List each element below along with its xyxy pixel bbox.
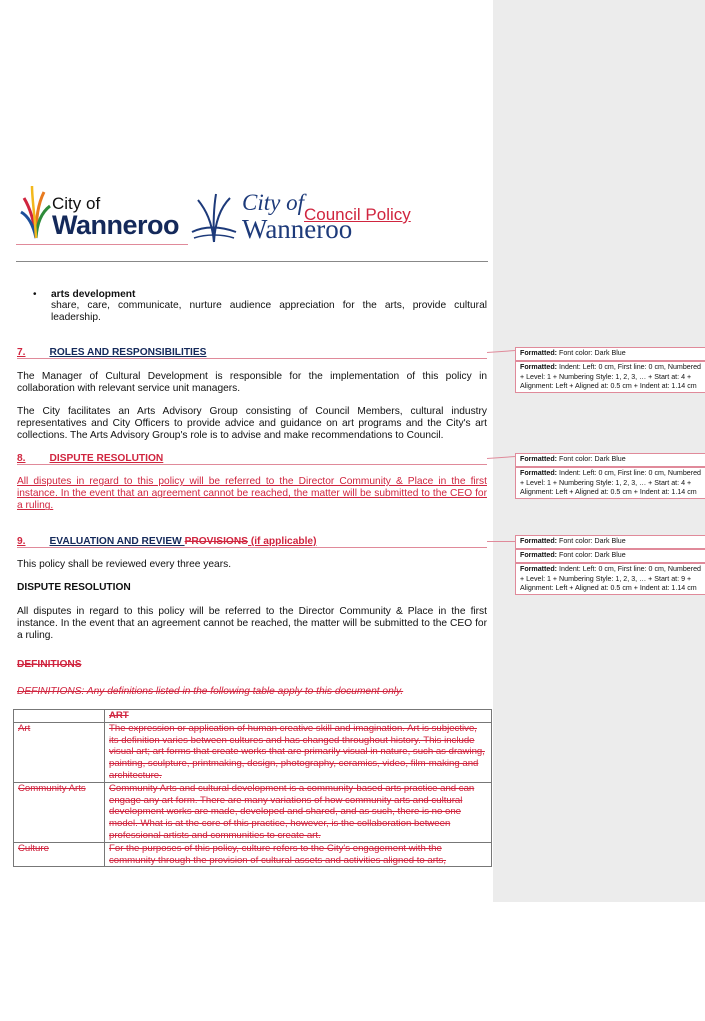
comment-label: Formatted: (520, 537, 558, 545)
comment-label: Formatted: (520, 551, 558, 559)
definitions-heading: DEFINITIONS (17, 659, 82, 670)
section-9-title: EVALUATION AND REVIEW (49, 536, 185, 547)
comment-connector (487, 541, 515, 542)
table-term: Art (14, 722, 105, 782)
table-header-row (14, 710, 492, 723)
table-header-art: ART (105, 710, 492, 723)
table-term: Culture (14, 842, 105, 867)
wanneroo-banksia-icon (190, 192, 238, 244)
comment-label: Formatted: (520, 565, 558, 573)
section-9-title-inserted: (if applicable) (247, 536, 317, 547)
logo-left-wanneroo: Wanneroo (52, 210, 179, 240)
comment-label: Formatted: (520, 349, 558, 357)
table-row (14, 782, 492, 842)
header-rule (16, 261, 488, 262)
section-9-number: 9. (17, 536, 26, 547)
bullet-title: arts development (51, 289, 136, 300)
comment-text: Alignment: Left + Aligned at: 0.5 cm + Indent at: 1.14 cm (520, 488, 697, 497)
city-of-wanneroo-logo-left (20, 180, 190, 245)
policy-title: Council Policy (304, 205, 411, 224)
comment-text: Indent: Left: 0 cm, First line: 0 cm, Numbered (559, 469, 701, 477)
comment-margin-pane (493, 0, 705, 902)
comment-balloon[interactable] (515, 453, 705, 467)
table-term: Community Arts (14, 782, 105, 842)
comment-text: + Level: 1 + Numbering Style: 1, 2, 3, … + Start at: 9 + (520, 574, 692, 583)
logo-right-city-of: City of (242, 190, 304, 215)
comment-connector (17, 547, 487, 548)
comment-label: Formatted: (520, 363, 558, 371)
section-8-number: 8. (17, 453, 26, 464)
comment-label: Formatted: (520, 469, 558, 477)
comment-text: Alignment: Left + Aligned at: 0.5 cm + Indent at: 1.14 cm (520, 584, 697, 593)
section-9-paragraph: This policy shall be reviewed every three years. (17, 559, 232, 570)
comment-connector (17, 464, 487, 465)
section-8-paragraph: All disputes in regard to this policy will be referred to the Director Community & Place in the first instance. In the event that an agreement cannot be reached, the matter will be submitted to the CEO for a ruling. (17, 476, 487, 512)
comment-text: Font color: Dark Blue (559, 349, 626, 357)
definitions-table (13, 709, 492, 867)
logo-right-wanneroo: Wanneroo (242, 214, 353, 244)
wanneroo-flower-icon (20, 180, 52, 240)
table-row (14, 842, 492, 867)
comment-text: Indent: Left: 0 cm, First line: 0 cm, Numbered (559, 363, 701, 371)
logo-left-city-of: City of (52, 194, 101, 213)
comment-text: Alignment: Left + Aligned at: 0.5 cm + Indent at: 1.14 cm (520, 382, 697, 391)
section-9-title-deleted: PROVISIONS (184, 536, 248, 547)
comment-balloon[interactable] (515, 347, 705, 361)
comment-balloon[interactable] (515, 535, 705, 549)
comment-text: Font color: Dark Blue (559, 537, 626, 545)
table-row (14, 722, 492, 782)
section-8-title: DISPUTE RESOLUTION (49, 453, 164, 464)
logo-left-underline (16, 244, 188, 245)
comment-text: Font color: Dark Blue (559, 455, 626, 463)
dispute-paragraph: All disputes in regard to this policy will be referred to the Director Community & Place in the first instance. In the event that an agreement cannot be reached, the matter will be submitted to the CEO for a ruling. (17, 606, 487, 642)
section-7-title: ROLES AND RESPONSIBILITIES (49, 347, 207, 358)
comment-balloon[interactable] (515, 563, 705, 595)
section-8-heading (17, 453, 457, 464)
bullet-text: share, care, communicate, nurture audience appreciation for the arts, provide cultural leadership. (51, 300, 487, 324)
table-definition: Community Arts and cultural development is a community-based arts practice and can engage any art form. There are many variations of how community arts and cultural development works are made, developed and shared, and as such, there is no one model. What is at the core of this practice, however, is the collaboration between professional artists and communities to create art. (105, 782, 492, 842)
comment-text: + Level: 1 + Numbering Style: 1, 2, 3, … + Start at: 4 + (520, 372, 692, 381)
comment-text: Indent: Left: 0 cm, First line: 0 cm, Numbered (559, 565, 701, 573)
comment-label: Formatted: (520, 455, 558, 463)
section-7-number: 7. (17, 347, 26, 358)
comment-text: + Level: 1 + Numbering Style: 1, 2, 3, … + Start at: 4 + (520, 478, 692, 487)
table-definition: The expression or application of human creative skill and imagination. Art is subjective, its definition varies between cultures and has changed throughout history. This include visual art; art forms that create works that are primarily visual in nature, such as drawing, painting, sculpture, printmaking, design, photography, ceramics, video, film-making and architecture. (105, 722, 492, 782)
dispute-heading: DISPUTE RESOLUTION (17, 582, 131, 593)
section-9-heading (17, 536, 477, 547)
section-7-heading (17, 347, 457, 358)
section-7-paragraph-2: The City facilitates an Arts Advisory Group consisting of Council Members, cultural industry representatives and City Officers to provide advice and guidance on art programs and the City's art collections. The Arts Advisory Group's role is to advise and make recommendations to Council. (17, 406, 487, 442)
comment-balloon[interactable] (515, 467, 705, 499)
table-header-empty (14, 710, 105, 723)
table-definition: For the purposes of this policy, culture refers to the City's engagement with the community through the provision of cultural assets and activities aligned to arts, (105, 842, 492, 867)
comment-text: Font color: Dark Blue (559, 551, 626, 559)
comment-balloon[interactable] (515, 549, 705, 563)
definitions-intro: DEFINITIONS: Any definitions listed in the following table apply to this document only. (17, 686, 404, 697)
comment-balloon[interactable] (515, 361, 705, 393)
section-7-paragraph-1: The Manager of Cultural Development is responsible for the implementation of this policy in collaboration with relevant service unit managers. (17, 371, 487, 395)
bullet-dot-icon: • (33, 289, 37, 300)
comment-connector (17, 358, 487, 359)
